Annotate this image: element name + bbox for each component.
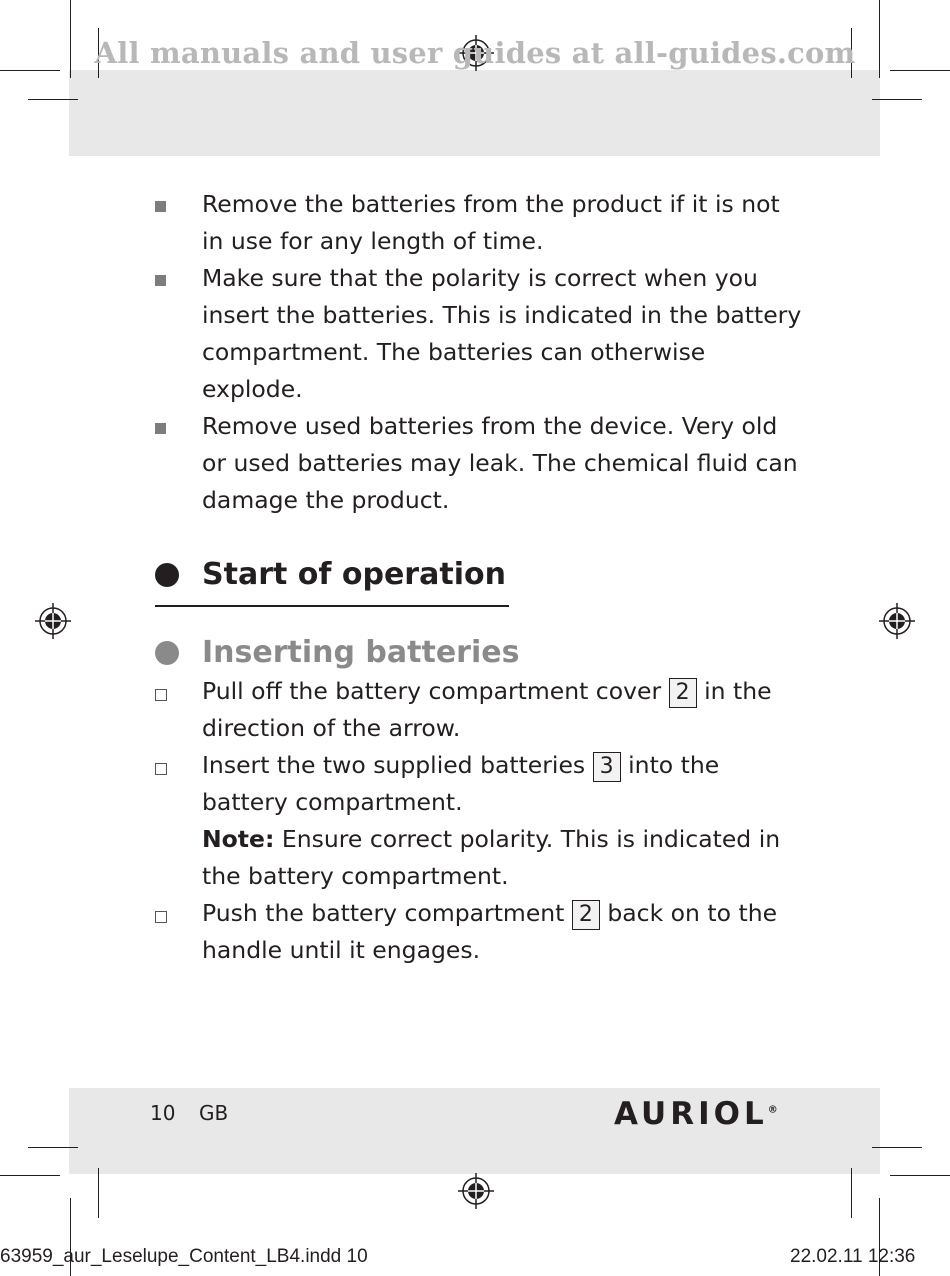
page-number: 10 [150,1101,176,1125]
registration-mark-icon [456,1171,496,1211]
header-band [69,70,880,156]
square-bullet-icon [155,186,185,223]
bullet-dot-icon [155,563,179,587]
subsection-title: Inserting batteries [202,635,520,670]
part-reference-box: 2 [572,900,600,930]
subsection-heading [155,633,805,673]
step-item [155,747,805,821]
note [155,821,805,895]
brand-name: AURIOL [614,1096,768,1132]
registration-mark-icon [877,601,917,641]
registered-mark: ® [767,1104,778,1116]
language-code: GB [199,1101,229,1125]
watermark-text: All manuals and user guides at all-guides.com [94,36,856,70]
bullet-dot-icon [155,641,179,665]
checkbox-bullet-icon [155,895,185,934]
note-label: Note: [202,825,275,853]
note-text: Ensure correct polarity. This is indicated in the battery compartment. [202,825,781,890]
part-reference-box: 3 [593,752,621,782]
step-text: Push the battery compartment [202,899,565,927]
step-item [155,895,805,969]
checkbox-bullet-icon [155,673,185,712]
step-item [155,673,805,747]
section-title: Start of operation [202,557,506,592]
bullet-text: Make sure that the polarity is correct when you insert the batteries. This is indicated in the battery compartment. The batteries can otherwise explode. [202,264,802,403]
section-heading [155,555,805,595]
brand-logo [614,1096,778,1132]
step-text: Pull off the battery compartment cover [202,677,662,705]
slug-date: 22.02.11 12:36 [790,1246,916,1267]
bullet-text: Remove the batteries from the product if it is not in use for any length of time. [202,190,780,255]
step-text: Insert the two supplied batteries [202,751,586,779]
list-item [155,260,805,408]
registration-mark-icon [33,601,73,641]
heading-underline [155,605,509,607]
step-text: in the direction of the arrow. [202,677,772,742]
page-content [155,186,805,969]
list-item [155,186,805,260]
part-reference-box: 2 [669,678,697,708]
slug-file-name: 63959_aur_Leselupe_Content_LB4.indd 10 [0,1246,368,1267]
step-text: into the battery compartment. [202,751,720,816]
list-item [155,408,805,519]
checkbox-bullet-icon [155,747,185,786]
square-bullet-icon [155,408,185,445]
bullet-text: Remove used batteries from the device. Very old or used batteries may leak. The chemical fluid can damage the product. [202,412,798,514]
square-bullet-icon [155,260,185,297]
step-text: back on to the handle until it engages. [202,899,778,964]
